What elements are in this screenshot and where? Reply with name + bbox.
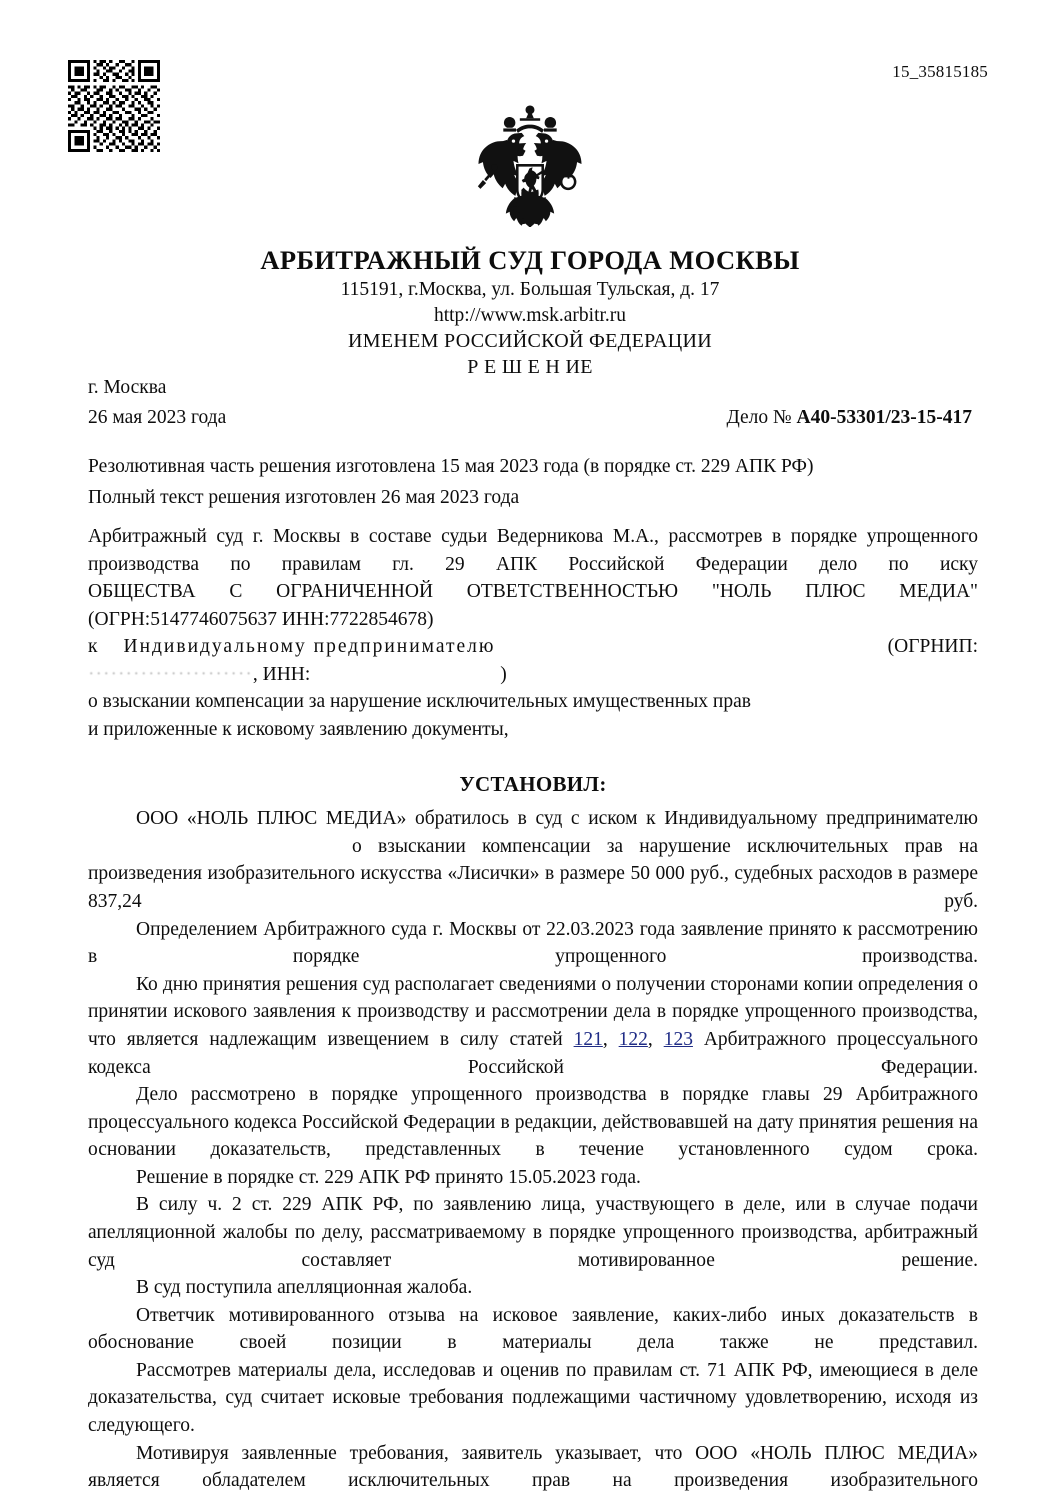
defendant-left-group [88, 633, 495, 661]
case-label: Дело № [726, 407, 792, 429]
russian-coat-of-arms-icon [466, 103, 594, 227]
case-number: A40-53301/23-15-417 [796, 407, 972, 429]
defendant-inn-label: , ИНН: [252, 663, 311, 685]
date-case-row [88, 403, 972, 433]
paragraph-decision-229: Решение в порядке ст. 229 АПК РФ принято 15.05.2023 года. [136, 1166, 641, 1188]
paragraph-appeal-received: В суд поступила апелляционная жалоба. [136, 1277, 473, 1299]
defendant-identifiers-redacted-line [88, 661, 978, 689]
ustanovil-heading: УСТАНОВИЛ: [459, 771, 607, 796]
court-website: http://www.msk.arbitr.ru [433, 304, 627, 326]
paragraph-claim-part1: ООО «НОЛЬ ПЛЮС МЕДИА» обратилось в суд с иском к Индивидуальному предпринимателю [136, 808, 978, 830]
paragraph-simplified-order: Дело рассмотрено в порядке упрощенного производства в порядке главы 29 Арбитражного процессуального кодекса Российской Федерации в редакции, действовавшей на дату принятия решения на основании доказательств, представленных в течение установленного судом срока. [88, 1084, 978, 1161]
decision-word: Р Е Ш Е Н ИЕ [467, 356, 593, 379]
paragraph-court-conclusion: Рассмотрев материалы дела, исследовав и оценив по правилам ст. 71 АПК РФ, имеющиеся в деле доказательства, суд считает исковые требования подлежащими частичному удовлетворению, исходя из следующего. [88, 1359, 978, 1437]
paragraph-claim [88, 805, 978, 915]
paragraph-defendant-no-response: Ответчик мотивированного отзыва на исковое заявление, каких-либо иных доказательств в обоснование своей позиции в материалы дела также не представил. [88, 1304, 978, 1354]
coat-of-arms-wrapper [0, 103, 1060, 232]
city-label: г. Москва [88, 377, 167, 398]
notice-text-after: Арбитражного процессуального кодекса Российской Федерации. [88, 1028, 979, 1078]
paragraph-notice: Ко дню принятия решения суд располагает сведениями о получении сторонами копии определения о принятии искового заявления к производству и рассмотрении дела в порядке упрощенного производства, что является надлежащим извещением в силу статей 121, 122, 123 Арбитражного процессуального кодекса Российской Федерации. [88, 973, 979, 1078]
defendant-prefix: к [88, 636, 98, 658]
case-number-group [726, 403, 972, 433]
notice-text-before: Ко дню принятия решения суд располагает сведениями о получении сторонами копии определения о принятии искового заявления к производству и рассмотрении дела в порядке упрощенного производства, что является надлежащим извещением в силу статей [88, 973, 978, 1050]
paragraph-claimant-motivation: Мотивируя заявленные требования, заявитель указывает, что ООО «НОЛЬ ПЛЮС МЕДИА» является обладателем исключительных прав на произведения изобразительного [88, 1442, 978, 1492]
attached-documents: и приложенные к исковому заявлению документы, [88, 719, 509, 741]
in-name-of-russian-federation: ИМЕНЕМ РОССИЙСКОЙ ФЕДЕРАЦИИ [348, 330, 712, 353]
court-title: АРБИТРАЖНЫЙ СУД ГОРОДА МОСКВЫ [260, 245, 800, 275]
court-header [0, 243, 1060, 380]
court-composition-paragraph: Арбитражный суд г. Москвы в составе судьи Ведерникова М.А., рассмотрев в порядке упрощенного производства по правилам гл. 29 АПК Российской Федерации дело по иску [88, 526, 978, 575]
decision-date: 26 мая 2023 года [88, 407, 227, 429]
defendant-line [88, 633, 978, 661]
resolution-dates [88, 452, 978, 514]
document-number: 15_35815185 [892, 62, 988, 81]
defendant-ogrnip-label: (ОГРНИП: [887, 636, 978, 658]
defendant-ogrnip-redacted: ······················ [88, 663, 253, 685]
link-article-122[interactable]: 122 [618, 1028, 648, 1050]
defendant-title: Индивидуальному предпринимателю [123, 636, 496, 658]
resolution-part-date: Резолютивная часть решения изготовлена 15 мая 2023 года (в порядке ст. 229 АПК РФ) [88, 456, 814, 477]
plaintiff-identifiers: (ОГРН:5147746075637 ИНН:7722854678) [88, 608, 434, 630]
paragraph-acceptance: Определением Арбитражного суда г. Москвы от 22.03.2023 года заявление принято к рассмотрению в порядке упрощенного производства. [88, 918, 978, 968]
link-article-123[interactable]: 123 [663, 1028, 693, 1050]
plaintiff-name: ОБЩЕСТВА С ОГРАНИЧЕННОЙ ОТВЕТСТВЕННОСТЬЮ "НОЛЬ ПЛЮС МЕДИА" [88, 581, 978, 603]
claim-subject: о взыскании компенсации за нарушение исключительных имущественных прав [88, 691, 751, 713]
court-address: 115191, г.Москва, ул. Большая Тульская, д. 17 [340, 279, 720, 301]
paragraph-claim-part2: о взыскании компенсации за нарушение исключительных прав на произведения изобразительного искусства «Лисички» в размере 50 000 руб., судебных расходов в размере 837,24 руб. [88, 835, 978, 913]
document-meta [88, 373, 972, 433]
full-text-date: Полный текст решения изготовлен 26 мая 2023 года [88, 486, 520, 508]
paragraph-motivated-decision: В силу ч. 2 ст. 229 АПК РФ, по заявлению лица, участвующего в деле, или в случае подачи апелляционной жалобы по делу, рассматриваемому в порядке упрощенного производства, арбитражный суд составляет мотивированное решение. [88, 1194, 978, 1271]
link-article-121[interactable]: 121 [573, 1028, 603, 1050]
document-body [88, 523, 978, 1495]
defendant-close-paren: ) [500, 663, 507, 685]
